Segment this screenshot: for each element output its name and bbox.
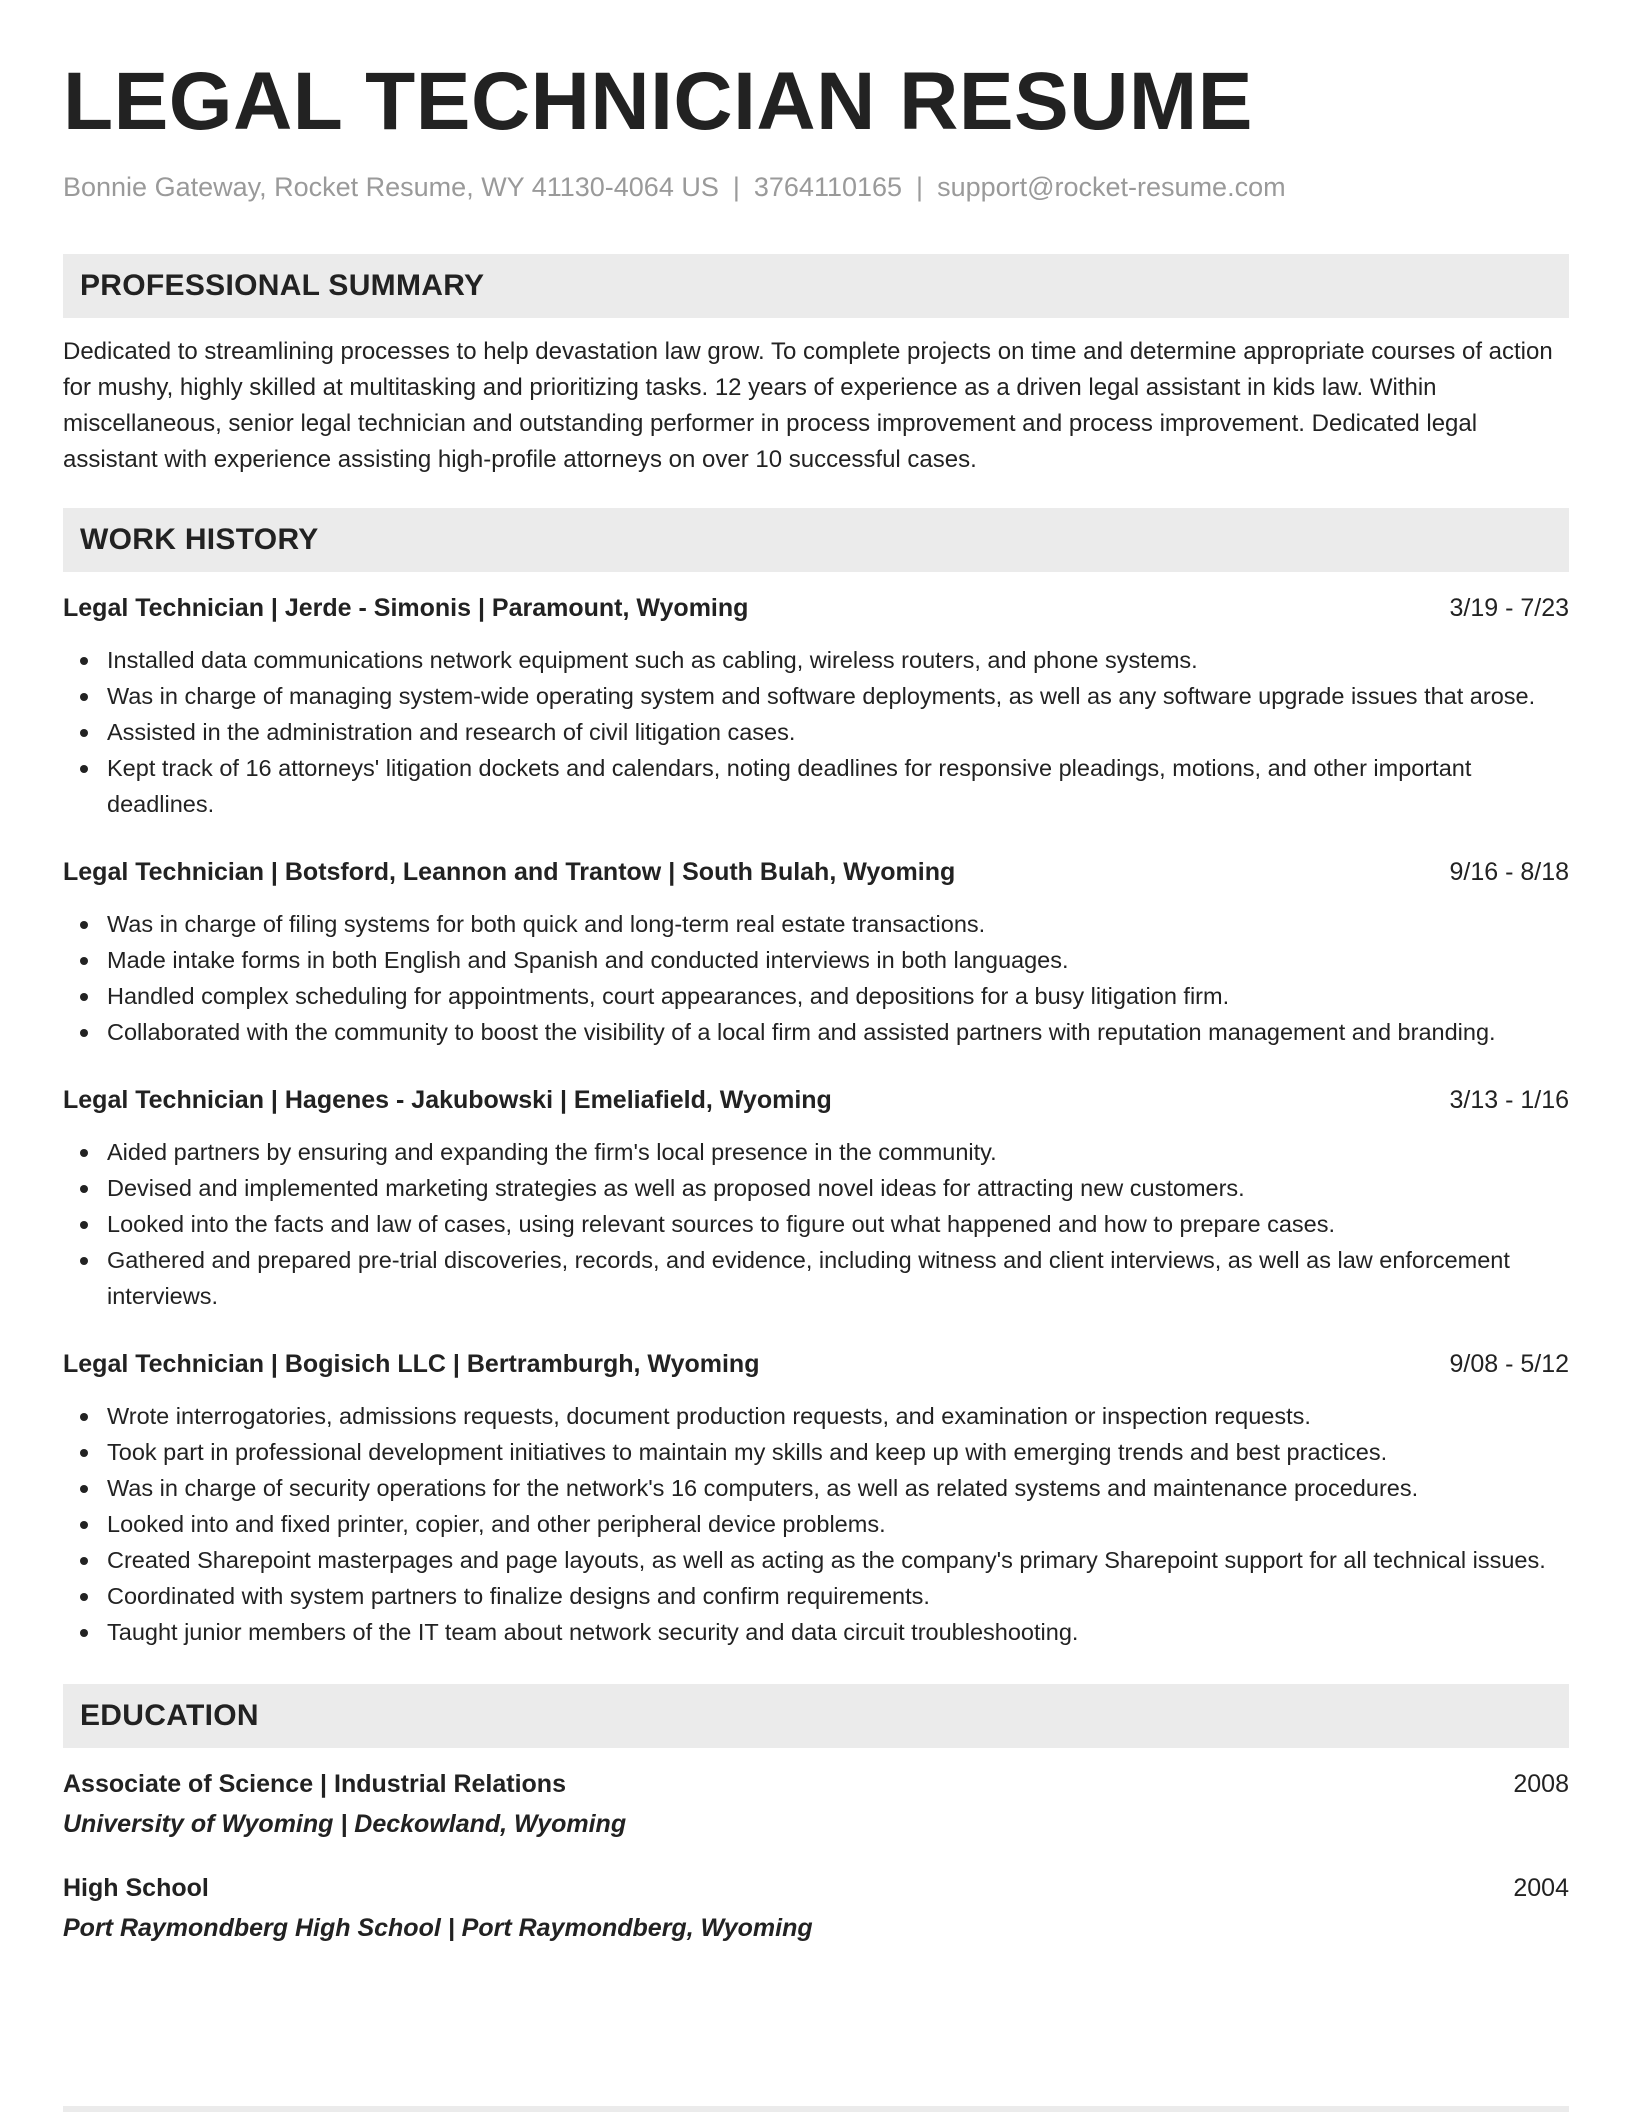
job-bullets bbox=[63, 1134, 1569, 1314]
job-bullets bbox=[63, 1398, 1569, 1650]
contact-address: Bonnie Gateway, Rocket Resume, WY 41130-4064 US bbox=[63, 172, 719, 202]
job-header-row bbox=[63, 1084, 1569, 1116]
job-bullets bbox=[63, 906, 1569, 1050]
contact-line bbox=[63, 170, 1569, 204]
job-header-row bbox=[63, 592, 1569, 624]
job-bullet: Made intake forms in both English and Spanish and conducted interviews in both languages. bbox=[63, 942, 1569, 978]
work-history-heading: WORK HISTORY bbox=[63, 508, 1569, 572]
job-bullet: Was in charge of filing systems for both quick and long-term real estate transactions. bbox=[63, 906, 1569, 942]
job-bullet: Collaborated with the community to boost the visibility of a local firm and assisted partners with reputation management and branding. bbox=[63, 1014, 1569, 1050]
resume-title: LEGAL TECHNICIAN RESUME bbox=[63, 56, 1253, 147]
education-degree: Associate of Science | Industrial Relations bbox=[63, 1770, 566, 1798]
job-header-row bbox=[63, 856, 1569, 888]
education-header-row bbox=[63, 1872, 1569, 1904]
job-bullet: Aided partners by ensuring and expanding the firm's local presence in the community. bbox=[63, 1134, 1569, 1170]
education-school: Port Raymondberg High School | Port Raymondberg, Wyoming bbox=[63, 1914, 813, 1942]
job-header-row bbox=[63, 1348, 1569, 1380]
job-dates: 9/16 - 8/18 bbox=[1449, 858, 1569, 886]
job-bullet: Assisted in the administration and research of civil litigation cases. bbox=[63, 714, 1569, 750]
job-title: Legal Technician | Bogisich LLC | Bertramburgh, Wyoming bbox=[63, 1350, 760, 1378]
education-list bbox=[63, 1768, 1569, 1946]
job-bullet: Devised and implemented marketing strategies as well as proposed novel ideas for attracting new customers. bbox=[63, 1170, 1569, 1206]
job-bullet: Created Sharepoint masterpages and page layouts, as well as acting as the company's primary Sharepoint support for all technical issues. bbox=[63, 1542, 1569, 1578]
job-bullets bbox=[63, 642, 1569, 822]
job-bullet: Taught junior members of the IT team about network security and data circuit troubleshooting. bbox=[63, 1614, 1569, 1650]
contact-separator: | bbox=[916, 172, 924, 202]
job-title: Legal Technician | Jerde - Simonis | Paramount, Wyoming bbox=[63, 594, 749, 622]
job-bullet: Was in charge of managing system-wide operating system and software deployments, as well as any software upgrade issues that arose. bbox=[63, 678, 1569, 714]
job-bullet: Wrote interrogatories, admissions requests, document production requests, and examination or inspection requests. bbox=[63, 1398, 1569, 1434]
contact-separator: | bbox=[732, 172, 740, 202]
job-title: Legal Technician | Hagenes - Jakubowski | Emeliafield, Wyoming bbox=[63, 1086, 832, 1114]
job-bullet: Looked into the facts and law of cases, using relevant sources to figure out what happened and how to prepare cases. bbox=[63, 1206, 1569, 1242]
job-entry bbox=[63, 1084, 1569, 1314]
job-dates: 9/08 - 5/12 bbox=[1449, 1350, 1569, 1378]
job-bullet: Gathered and prepared pre-trial discoveries, records, and evidence, including witness and client interviews, as well as law enforcement interviews. bbox=[63, 1242, 1569, 1314]
work-history-list bbox=[63, 592, 1569, 1650]
education-entry bbox=[63, 1768, 1569, 1842]
education-header-row bbox=[63, 1768, 1569, 1800]
summary-text: Dedicated to streamlining processes to help devastation law grow. To complete projects on time and determine appropriate courses of action for mushy, highly skilled at multitasking and prioritizing tasks. 12 years of experience as a driven legal assistant in kids law. Within miscellaneous, senior legal technician and outstanding performer in process improvement and process improvement. Dedicated legal assistant with experience assisting high-profile attorneys on over 10 successful cases. bbox=[63, 338, 1553, 473]
education-degree: High School bbox=[63, 1874, 209, 1902]
contact-phone: 3764110165 bbox=[753, 172, 903, 202]
job-title: Legal Technician | Botsford, Leannon and Trantow | South Bulah, Wyoming bbox=[63, 858, 956, 886]
job-entry bbox=[63, 1348, 1569, 1650]
job-dates: 3/19 - 7/23 bbox=[1449, 594, 1569, 622]
job-entry bbox=[63, 856, 1569, 1050]
job-bullet: Kept track of 16 attorneys' litigation dockets and calendars, noting deadlines for responsive pleadings, motions, and other important deadlines. bbox=[63, 750, 1569, 822]
job-entry bbox=[63, 592, 1569, 822]
education-year: 2004 bbox=[1513, 1874, 1569, 1902]
job-bullet: Handled complex scheduling for appointments, court appearances, and depositions for a busy litigation firm. bbox=[63, 978, 1569, 1014]
bottom-divider bbox=[63, 2106, 1569, 2112]
job-dates: 3/13 - 1/16 bbox=[1449, 1086, 1569, 1114]
job-bullet: Was in charge of security operations for the network's 16 computers, as well as related systems and maintenance procedures. bbox=[63, 1470, 1569, 1506]
education-entry bbox=[63, 1872, 1569, 1946]
job-bullet: Coordinated with system partners to finalize designs and confirm requirements. bbox=[63, 1578, 1569, 1614]
job-bullet: Took part in professional development initiatives to maintain my skills and keep up with emerging trends and best practices. bbox=[63, 1434, 1569, 1470]
contact-email[interactable]: support@rocket-resume.com bbox=[937, 172, 1286, 202]
education-year: 2008 bbox=[1513, 1770, 1569, 1798]
job-bullet: Installed data communications network equipment such as cabling, wireless routers, and phone systems. bbox=[63, 642, 1569, 678]
education-heading: EDUCATION bbox=[63, 1684, 1569, 1748]
summary-heading: PROFESSIONAL SUMMARY bbox=[63, 254, 1569, 318]
job-bullet: Looked into and fixed printer, copier, and other peripheral device problems. bbox=[63, 1506, 1569, 1542]
education-school: University of Wyoming | Deckowland, Wyoming bbox=[63, 1810, 627, 1838]
